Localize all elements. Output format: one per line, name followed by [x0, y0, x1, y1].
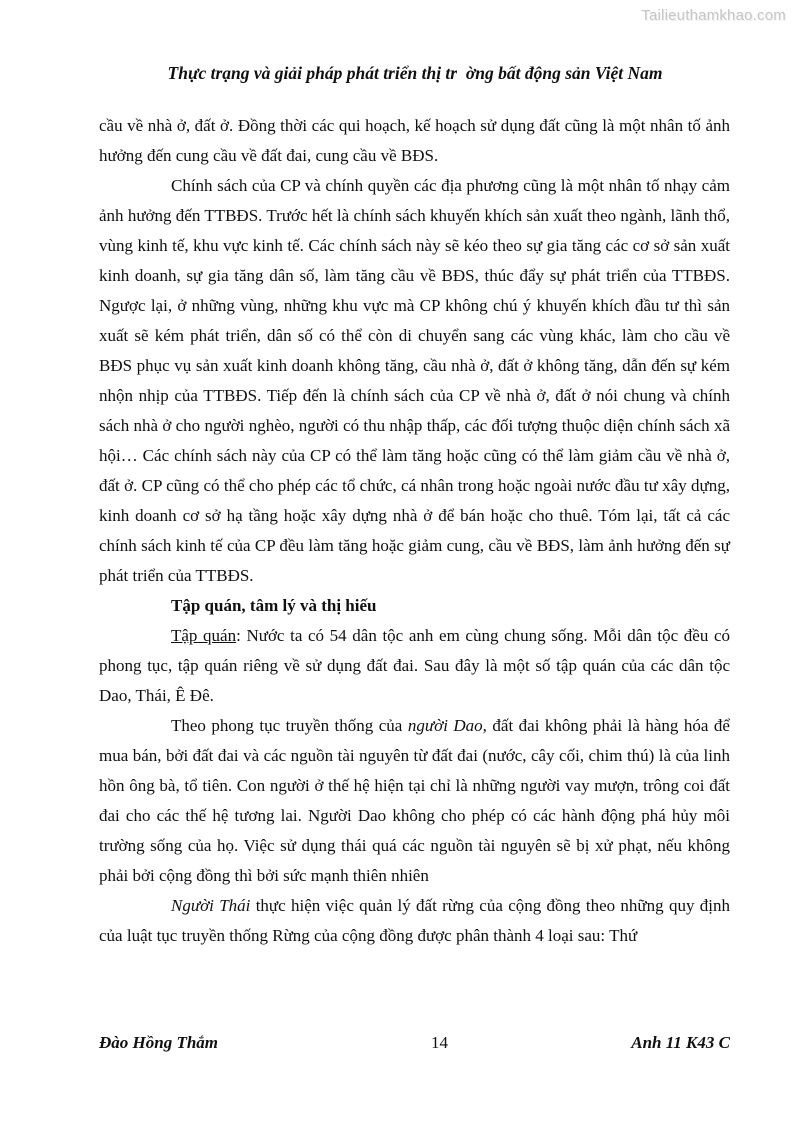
paragraph-thai-people: Người Thái thực hiện việc quản lý đất rừng của cộng đồng theo những quy định của luật tục truyền thống Rừng của cộng đồng được phân thành 4 loại sau: Thứ: [99, 896, 730, 945]
document-body: [99, 111, 730, 951]
paragraph-customs-intro: Tập quán: Nước ta có 54 dân tộc anh em cùng chung sống. Mỗi dân tộc đều có phong tục, tập quán riêng về sử dụng đất đai. Sau đây là một số tập quán của các dân tộc Dao, Thái, Ê Đê.: [99, 626, 730, 705]
paragraph-supply-demand: cầu về nhà ở, đất ở. Đồng thời các qui hoạch, kế hoạch sử dụng đất cũng là một nhân tố ảnh hưởng đến cung cầu về đất đai, cung cầu về BĐS.: [99, 116, 730, 165]
paragraph-dao-people: Theo phong tục truyền thống của người Dao, đất đai không phải là hàng hóa để mua bán, bởi đất đai và các nguồn tài nguyên từ đất đai (nước, cây cối, chim thú) là của linh hồn ông bà, tổ tiên. Con người ở thế hệ hiện tại chỉ là những người vay mượn, trông coi đất đai cho các thế hệ tương lai. Người Dao không cho phép có các hành động phá hủy môi trường sống của họ. Việc sử dụng thái quá các nguồn tài nguyên sẽ bị xử phạt, nếu không phải bởi cộng đồng thì bởi sức mạnh thiên nhiên: [99, 716, 730, 885]
footer-class-label: Anh 11 K43 C: [631, 1033, 730, 1052]
paragraph-government-policy: Chính sách của CP và chính quyền các địa phương cũng là một nhân tố nhạy cảm ảnh hưởng đến TTBĐS. Trước hết là chính sách khuyến khích sản xuất theo ngành, lãnh thổ, vùng kinh tế, khu vực kinh tế. Các chính sách này sẽ kéo theo sự gia tăng các cơ sở sản xuất kinh doanh, sự gia tăng dân số, làm tăng cầu về BĐS, thúc đẩy sự phát triển của TTBĐS. Ngược lại, ở những vùng, những khu vực mà CP không chú ý khuyến khích đầu tư thì sản xuất sẽ kém phát triển, dân số có thể còn di chuyển sang các vùng khác, làm cho cầu về BĐS phục vụ sản xuất kinh doanh không tăng, cầu nhà ở, đất ở không tăng, dẫn đến sự kém nhộn nhịp của TTBĐS. Tiếp đến là chính sách của CP về nhà ở, đất ở nói chung và chính sách nhà ở cho người nghèo, người có thu nhập thấp, các đối tượng thuộc diện chính sách xã hội… Các chính sách này của CP có thể làm tăng hoặc cũng có thể làm giảm cầu về nhà ở, đất ở. CP cũng có thể cho phép các tổ chức, cá nhân trong hoặc ngoài nước đầu tư xây dựng, kinh doanh cơ sở hạ tầng hoặc xây dựng nhà ở để bán hoặc cho thuê. Tóm lại, tất cả các chính sách kinh tế của CP đều làm tăng hoặc giảm cung, cầu về BĐS, làm ảnh hưởng đến sự phát triển của TTBĐS.: [99, 176, 730, 585]
watermark-text: Tailieuthamkhao.com: [641, 7, 786, 24]
footer-author: Đào Hồng Thắm: [99, 1033, 219, 1052]
section-heading-customs: Tập quán, tâm lý và thị hiếu: [171, 596, 377, 615]
page-header-title: Thực trạng và giải pháp phát triển thị tr ờng bất động sản Việt Nam: [167, 63, 663, 83]
page-footer: [99, 1031, 730, 1055]
footer-page-number: 14: [431, 1033, 448, 1052]
